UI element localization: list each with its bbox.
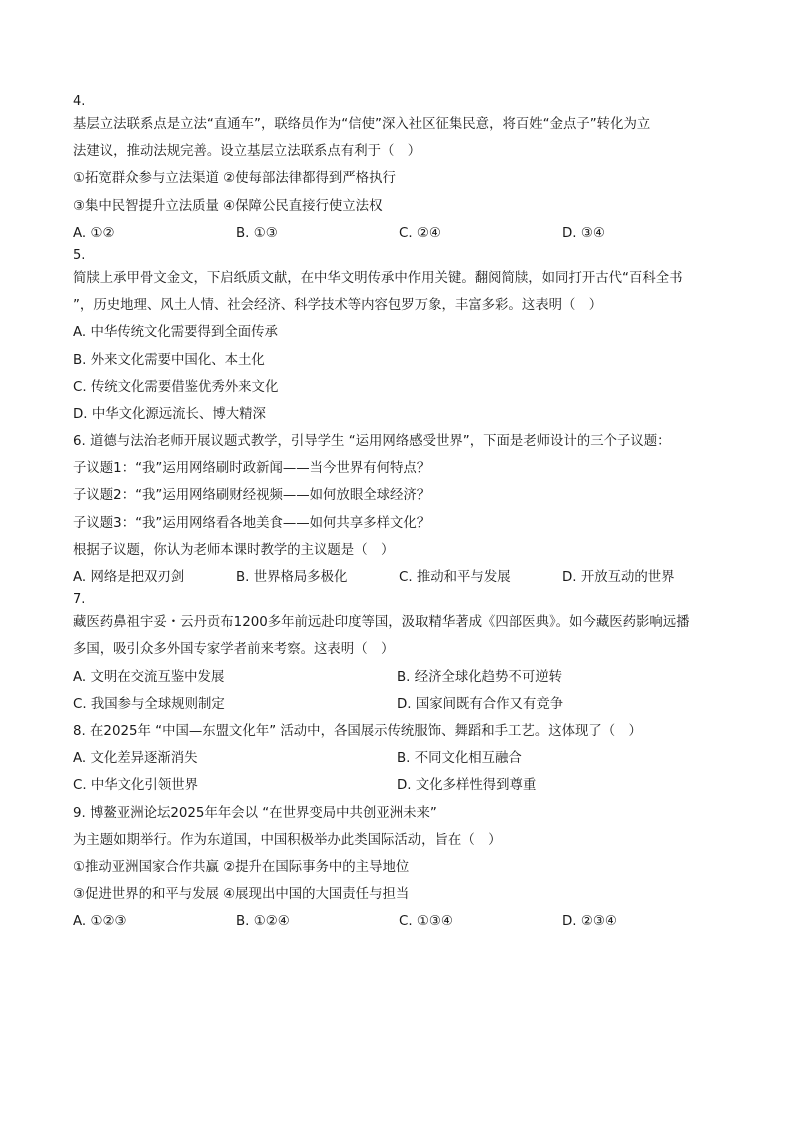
question-6-sub-topic-3: 子议题3：“我”运用网络看各地美食——如何共享多样文化？ <box>73 515 431 531</box>
question-7-stem-line-1: 藏医药鼻祖宇妥・云丹贡布1200多年前远赴印度等国，汲取精华著成《四部医典》。如今藏医药影响远播 <box>73 615 690 631</box>
question-8-options-row-1 <box>73 745 733 772</box>
question-7-options-row-1 <box>73 664 733 691</box>
question-5-stem-line-1: 简牍上承甲骨文金文，下启纸质文献，在中华文明传承中作用关键。翻阅简牍，如同打开古代“百科全书 <box>73 270 683 286</box>
question-7-stem-line-2: 多国，吸引众多外国专家学者前来考察。这表明（ ） <box>73 642 395 658</box>
option-b[interactable]: B. ①③ <box>236 225 278 241</box>
option-b[interactable]: B. 不同文化相互融合 <box>397 751 522 767</box>
question-9-stem-line-2: 为主题如期举行。作为东道国，中国积极举办此类国际活动，旨在（ ） <box>73 832 502 848</box>
option-b[interactable]: B. 经济全球化趋势不可逆转 <box>397 669 562 685</box>
option-a[interactable]: A. 文明在交流互鉴中发展 <box>73 669 225 685</box>
option-a[interactable]: A. 文化差异逐渐消失 <box>73 751 198 767</box>
question-6-stem-line-2: 根据子议题，你认为老师本课时教学的主议题是（ ） <box>73 542 395 558</box>
option-a[interactable]: A. ①② <box>73 225 115 241</box>
question-5-number: 5. <box>73 247 86 263</box>
question-9-statements-1: ①推动亚洲国家合作共赢 ②提升在国际事务中的主导地位 <box>73 859 410 875</box>
option-a[interactable]: A. 中华传统文化需要得到全面传承 <box>73 325 278 341</box>
question-9-stem-line-1: 9. 博鳌亚洲论坛2025年年会以 “在世界变局中共创亚洲未来” <box>73 805 437 821</box>
option-c[interactable]: C. 我国参与全球规则制定 <box>73 696 225 712</box>
option-d[interactable]: D. ③④ <box>562 225 605 241</box>
question-8-options-row-2 <box>73 772 733 799</box>
option-c[interactable]: C. ②④ <box>399 225 441 241</box>
question-4-stem-line-2: 法建议，推动法规完善。设立基层立法联系点有利于（ ） <box>73 144 422 160</box>
option-c[interactable]: C. 推动和平与发展 <box>399 570 511 585</box>
question-9-statements-2: ③促进世界的和平与发展 ④展现出中国的大国责任与担当 <box>73 887 410 903</box>
question-4-statements-1: ①拓宽群众参与立法渠道 ②使每部法律都得到严格执行 <box>73 171 396 187</box>
question-6-sub-topic-2: 子议题2：“我”运用网络刷财经视频——如何放眼全球经济？ <box>73 488 431 504</box>
option-d[interactable]: D. 国家间既有合作又有竞争 <box>397 696 564 712</box>
question-4-number: 4. <box>73 94 86 109</box>
option-a[interactable]: A. ①②③ <box>73 914 127 930</box>
question-7-options-row-2 <box>73 691 733 718</box>
question-8-stem: 8. 在2025年 “中国—东盟文化年” 活动中，各国展示传统服饰、舞蹈和手工艺。这体现了（ ） <box>73 723 642 739</box>
option-b[interactable]: B. 世界格局多极化 <box>236 570 348 585</box>
option-c[interactable]: C. ①③④ <box>399 914 453 930</box>
option-d[interactable]: D. 文化多样性得到尊重 <box>397 778 537 794</box>
question-4-statements-2: ③集中民智提升立法质量 ④保障公民直接行使立法权 <box>73 198 383 214</box>
question-4-options <box>73 220 733 247</box>
option-a[interactable]: A. 网络是把双刃剑 <box>73 570 185 585</box>
question-7-number: 7. <box>73 592 86 608</box>
question-6-stem-line-1: 6. 道德与法治老师开展议题式教学，引导学生 “运用网络感受世界”，下面是老师设计的三个子议题： <box>73 434 671 450</box>
question-4-stem-line-1: 基层立法联系点是立法“直通车”，联络员作为“信使”深入社区征集民意，将百姓“金点子”转化为立 <box>73 117 651 132</box>
question-list <box>73 93 733 935</box>
option-d[interactable]: D. ②③④ <box>562 914 617 930</box>
option-c[interactable]: C. 中华文化引领世界 <box>73 778 198 794</box>
option-d[interactable]: D. 中华文化源远流长、博大精深 <box>73 406 266 422</box>
question-6-options <box>73 564 733 591</box>
option-b[interactable]: B. ①②④ <box>236 914 290 930</box>
question-6-sub-topic-1: 子议题1：“我”运用网络刷时政新闻——当今世界有何特点？ <box>73 461 431 477</box>
option-c[interactable]: C. 传统文化需要借鉴优秀外来文化 <box>73 379 279 395</box>
question-9-options <box>73 908 733 935</box>
option-d[interactable]: D. 开放互动的世界 <box>562 570 675 585</box>
question-5-stem-line-2: ”，历史地理、风土人情、社会经济、科学技术等内容包罗万象，丰富多彩。这表明（ ） <box>73 298 603 314</box>
option-b[interactable]: B. 外来文化需要中国化、本土化 <box>73 352 265 368</box>
